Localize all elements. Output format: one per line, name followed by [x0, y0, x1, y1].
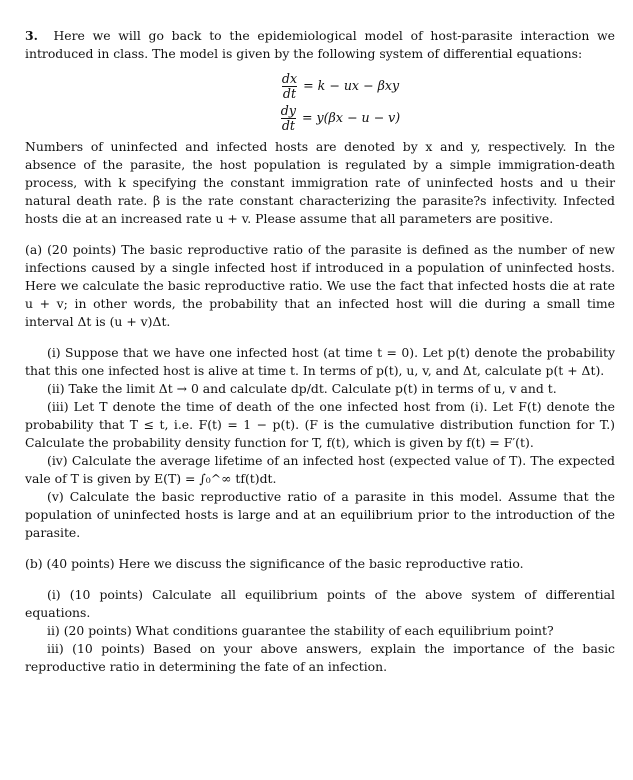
part-b-i: (i) (10 points) Calculate all equilibrium points of the above system of differential equations.	[25, 587, 615, 620]
part-a-iv: (iv) Calculate the average lifetime of an infected host (expected value of T). The expected vale of T is given by E(T) = ∫₀^∞ tf(t)dt.	[25, 453, 615, 486]
fraction-numerator: dy	[280, 102, 296, 118]
fraction-numerator: dx	[281, 70, 298, 86]
part-b-intro: (b) (40 points) Here we discuss the significance of the basic reproductive ratio.	[25, 556, 524, 571]
fraction-denominator: dt	[282, 85, 297, 101]
part-a-v: (v) Calculate the basic reproductive ratio of a parasite in this model. Assume that the population of uninfected hosts is large and at an equilibrium prior to the introduction of the parasite.	[25, 489, 615, 540]
part-a-intro: (a) (20 points) The basic reproductive ratio of the parasite is defined as the number of new infections caused by a single infected host if introduced in a population of uninfected hosts. Here we calculate the basic reproductive ratio. We use the fact that infected hosts die at rate u + v; in other words, the probability that an infected host will die during a small time interval Δt is (u + v)Δt.	[25, 242, 615, 329]
model-description: Numbers of uninfected and infected hosts are denoted by x and y, respectively. In the absence of the parasite, the host population is regulated by a simple immigration-death process, with k specifying the constant immigration rate of uninfected hosts and u their natural death rate. β is the rate constant characterizing the parasite?s infectivity. Infected hosts die at an increased rate u + v. Please assume that all parameters are positive.	[25, 139, 615, 226]
fraction-denominator: dt	[281, 117, 295, 133]
equation-rhs: = y(βx − u − v)	[301, 110, 401, 125]
problem-intro	[25, 27, 615, 63]
part-a-ii: (ii) Take the limit Δt → 0 and calculate dp/dt. Calculate p(t) in terms of u, v and t.	[47, 381, 557, 396]
problem-intro-text: Here we will go back to the epidemiological model of host-parasite interaction we introduced in class. The model is given by the following system of differential equations:	[25, 28, 615, 61]
fraction-dy-dt	[280, 104, 297, 133]
part-b-iii: iii) (10 points) Based on your above answers, explain the importance of the basic reproductive ratio in determining the fate of an infection.	[25, 641, 615, 674]
problem-number: 3.	[25, 28, 38, 43]
equation-dy	[240, 102, 400, 134]
equation-system	[25, 70, 615, 134]
part-b-ii: ii) (20 points) What conditions guarantee the stability of each equilibrium point?	[47, 623, 554, 638]
equation-dx	[241, 70, 399, 102]
part-a-iii: (iii) Let T denote the time of death of the one infected host from (i). Let F(t) denote the probability that T ≤ t, i.e. F(t) = 1 − p(t). (F is the cumulative distribution function for T.) Calculate the probability density function for T, f(t), which is given by f(t) = F′(t).	[25, 399, 615, 450]
equation-rhs: = k − ux − βxy	[303, 78, 400, 93]
part-a-i: (i) Suppose that we have one infected host (at time t = 0). Let p(t) denote the probability that this one infected host is alive at time t. In terms of p(t), u, v, and Δt, calculate p(t + Δt).	[25, 345, 615, 378]
fraction-dx-dt	[281, 72, 298, 101]
